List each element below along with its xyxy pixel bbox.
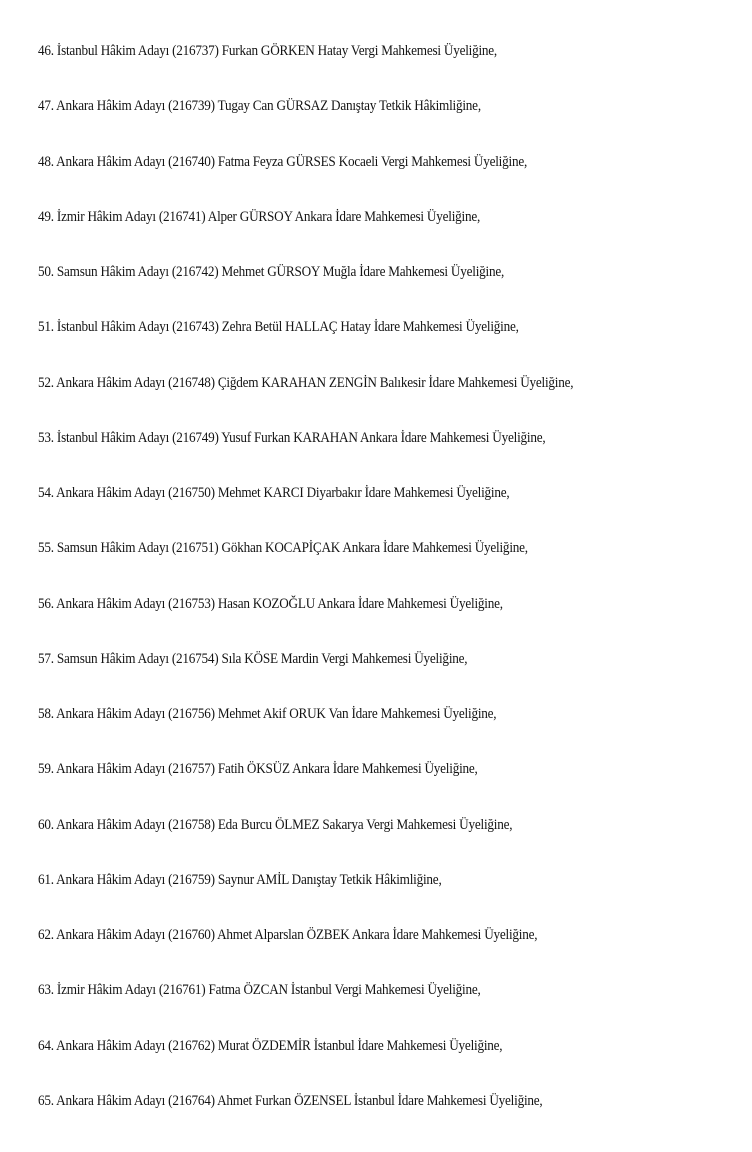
list-item: 54. Ankara Hâkim Adayı (216750) Mehmet KARCI Diyarbakır İdare Mahkemesi Üyeliğine,	[38, 485, 510, 501]
list-item: 52. Ankara Hâkim Adayı (216748) Çiğdem KARAHAN ZENGİN Balıkesir İdare Mahkemesi Üyeliğine,	[38, 374, 574, 391]
list-item: 49. İzmir Hâkim Adayı (216741) Alper GÜRSOY Ankara İdare Mahkemesi Üyeliğine,	[38, 208, 481, 225]
list-item: 53. İstanbul Hâkim Adayı (216749) Yusuf Furkan KARAHAN Ankara İdare Mahkemesi Üyeliğine,	[38, 429, 546, 446]
list-item: 64. Ankara Hâkim Adayı (216762) Murat ÖZDEMİR İstanbul İdare Mahkemesi Üyeliğine,	[38, 1037, 503, 1054]
list-item: 60. Ankara Hâkim Adayı (216758) Eda Burcu ÖLMEZ Sakarya Vergi Mahkemesi Üyeliğine,	[38, 816, 513, 833]
list-item: 65. Ankara Hâkim Adayı (216764) Ahmet Furkan ÖZENSEL İstanbul İdare Mahkemesi Üyeliğine,	[38, 1092, 543, 1109]
list-item: 56. Ankara Hâkim Adayı (216753) Hasan KOZOĞLU Ankara İdare Mahkemesi Üyeliğine,	[38, 595, 503, 612]
list-item: 57. Samsun Hâkim Adayı (216754) Sıla KÖSE Mardin Vergi Mahkemesi Üyeliğine,	[38, 650, 468, 667]
list-item: 47. Ankara Hâkim Adayı (216739) Tugay Can GÜRSAZ Danıştay Tetkik Hâkimliğine,	[38, 98, 481, 115]
list-item: 51. İstanbul Hâkim Adayı (216743) Zehra Betül HALLAÇ Hatay İdare Mahkemesi Üyeliğine,	[38, 319, 519, 336]
list-item: 48. Ankara Hâkim Adayı (216740) Fatma Feyza GÜRSES Kocaeli Vergi Mahkemesi Üyeliğine,	[38, 153, 528, 170]
list-item: 63. İzmir Hâkim Adayı (216761) Fatma ÖZCAN İstanbul Vergi Mahkemesi Üyeliğine,	[38, 982, 481, 999]
list-item: 61. Ankara Hâkim Adayı (216759) Saynur AMİL Danıştay Tetkik Hâkimliğine,	[38, 871, 442, 888]
list-item: 46. İstanbul Hâkim Adayı (216737) Furkan GÖRKEN Hatay Vergi Mahkemesi Üyeliğine,	[38, 43, 498, 59]
appointment-list	[38, 40, 738, 1145]
list-item: 62. Ankara Hâkim Adayı (216760) Ahmet Alparslan ÖZBEK Ankara İdare Mahkemesi Üyeliğine,	[38, 927, 538, 943]
list-item: 50. Samsun Hâkim Adayı (216742) Mehmet GÜRSOY Muğla İdare Mahkemesi Üyeliğine,	[38, 264, 505, 280]
list-item: 58. Ankara Hâkim Adayı (216756) Mehmet Akif ORUK Van İdare Mahkemesi Üyeliğine,	[38, 706, 497, 722]
list-item: 59. Ankara Hâkim Adayı (216757) Fatih ÖKSÜZ Ankara İdare Mahkemesi Üyeliğine,	[38, 761, 478, 778]
list-item: 55. Samsun Hâkim Adayı (216751) Gökhan KOCAPİÇAK Ankara İdare Mahkemesi Üyeliğine,	[38, 540, 528, 557]
